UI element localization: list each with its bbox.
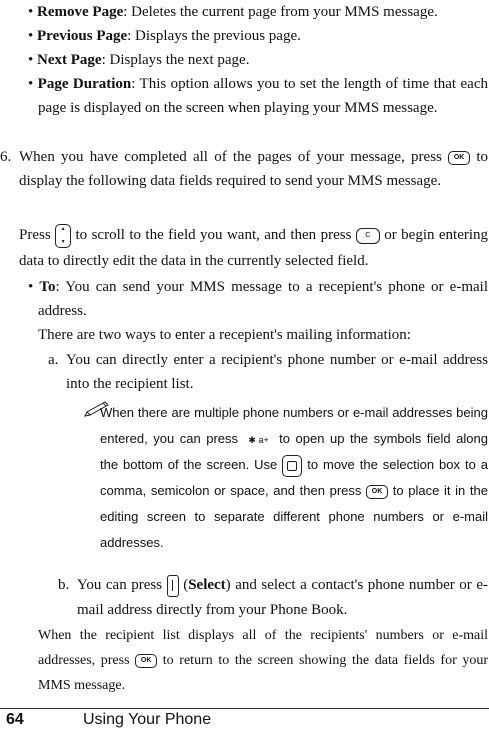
ok-key-icon: OK xyxy=(366,485,388,499)
option-b-text: You can press (Select) and select a contact's phone number or e-mail address directly from your Phone Book. xyxy=(77,573,488,623)
option-a-label: a. xyxy=(48,352,59,368)
bullet-desc: : Deletes the current page from your MMS message. xyxy=(123,4,438,20)
note-text: When there are multiple phone numbers or e-mail addresses being entered, you can press ✱ a+ to open up the symbols field along the bottom of the screen. Use to move the selection box to a comma, semicolon or space, and then press OK to place it in the editing screen to separate different phone numbers or e-mail addresses. xyxy=(100,405,488,550)
left-soft-key-icon xyxy=(167,575,179,597)
bullet-desc: : This option allows you to set the length of time that each page is displayed on the screen when playing your MMS message. xyxy=(38,76,488,116)
bullet-term: Page Duration xyxy=(37,76,132,92)
clear-key-icon: C xyxy=(356,228,380,244)
select-label: Select xyxy=(188,577,226,593)
bullet-term: Remove Page xyxy=(37,4,124,20)
step-6-text: When you have completed all of the pages of your message, press OK to display the following data fields required to send your MMS message. xyxy=(19,149,489,189)
star-key-icon: ✱ a+ xyxy=(244,433,274,447)
bullet-remove-page: • Remove Page: Deletes the current page from your MMS message. xyxy=(28,4,438,20)
final-paragraph: When the recipient list displays all of the recipients' numbers or e-mail addresses, press OK to return to the screen showing the data fields for your MMS message. xyxy=(38,628,489,693)
bullet-term: To xyxy=(39,279,56,295)
bullet-desc: : Displays the next page. xyxy=(101,52,250,68)
bullet-term: Previous Page xyxy=(37,28,128,44)
to-bullet-line2: There are two ways to enter a recepient's mailing information: xyxy=(38,327,411,343)
page-number: 64 xyxy=(6,711,24,728)
footer-rule xyxy=(0,708,489,709)
bullet-desc: : You can send your MMS message to a recepient's phone or e-mail address. xyxy=(38,279,488,319)
step-number: 6. xyxy=(0,149,12,165)
bullet-next-page: • Next Page: Displays the next page. xyxy=(28,52,250,68)
bullet-page-duration: • Page Duration: This option allows you to set the length of time that each page is displayed on the screen when playing your MMS message. xyxy=(28,76,488,116)
bullet-previous-page: • Previous Page: Displays the previous page. xyxy=(28,28,301,44)
bullet-to: • To: You can send your MMS message to a recepient's phone or e-mail address. xyxy=(28,279,488,319)
bullet-desc: : Displays the previous page. xyxy=(127,28,301,44)
four-way-navigation-key-icon xyxy=(282,455,302,477)
bullet-term: Next Page xyxy=(37,52,102,68)
footer-title: Using Your Phone xyxy=(83,711,212,728)
navigation-key-icon xyxy=(55,224,71,248)
option-a-text: You can directly enter a recipient's phone number or e-mail address into the recipient list. xyxy=(66,352,488,392)
option-b-label: b. xyxy=(58,577,70,593)
ok-key-icon: OK xyxy=(448,151,470,165)
press-paragraph: Press ▲ ▼ to scroll to the field you want, and then press C or begin entering data to directly edit the data in the currently selected field. xyxy=(19,222,488,274)
ok-key-icon: OK xyxy=(135,654,157,668)
